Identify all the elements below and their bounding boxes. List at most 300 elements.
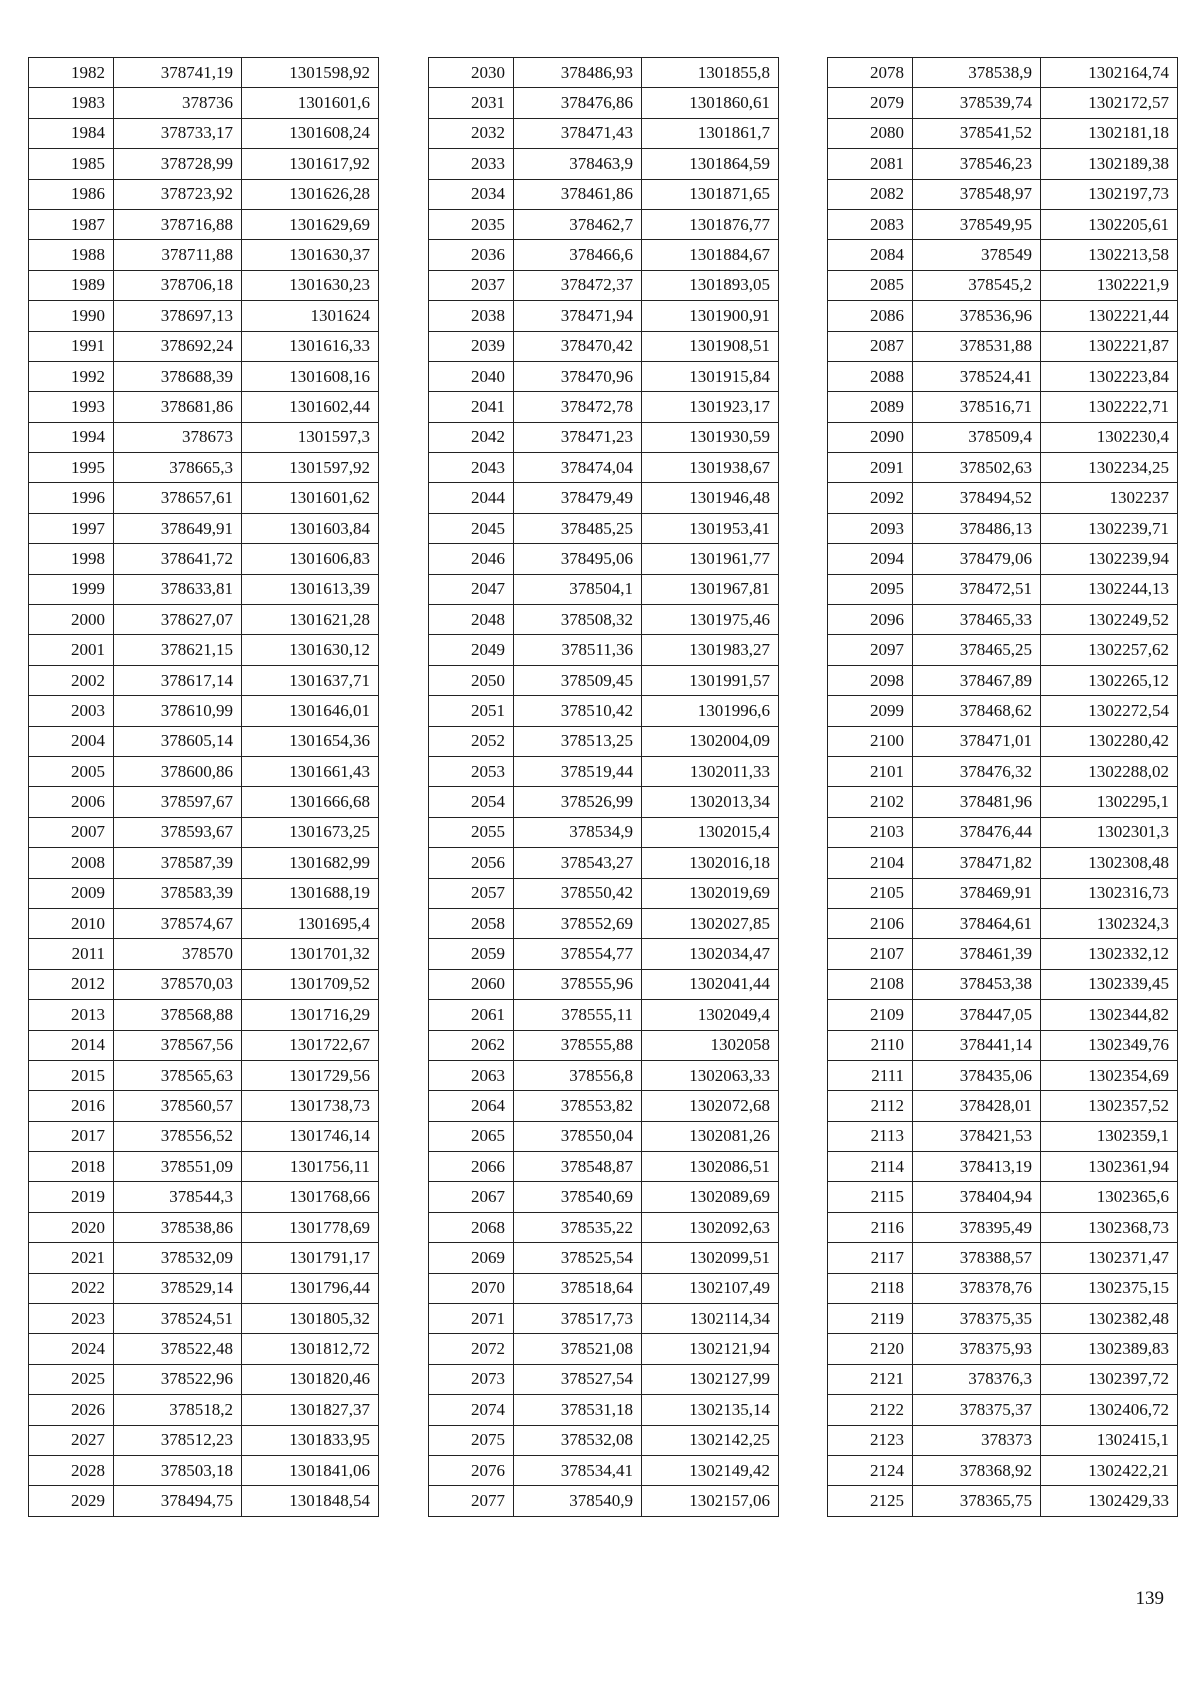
x-coordinate-cell: 378509,45	[514, 665, 642, 695]
point-number-cell: 2008	[29, 848, 114, 878]
y-coordinate-cell: 1302015,4	[642, 817, 779, 847]
x-coordinate-cell: 378388,57	[913, 1243, 1041, 1273]
table-row	[29, 392, 379, 422]
x-coordinate-cell: 378518,2	[114, 1395, 242, 1425]
table-row	[828, 574, 1178, 604]
y-coordinate-cell: 1302354,69	[1041, 1060, 1178, 1090]
table-row	[429, 301, 779, 331]
x-coordinate-cell: 378583,39	[114, 878, 242, 908]
table-row	[29, 605, 379, 635]
y-coordinate-cell: 1302332,12	[1041, 939, 1178, 969]
x-coordinate-cell: 378550,42	[514, 878, 642, 908]
x-coordinate-cell: 378532,09	[114, 1243, 242, 1273]
table-row	[828, 301, 1178, 331]
point-number-cell: 2041	[429, 392, 514, 422]
y-coordinate-cell: 1301673,25	[242, 817, 379, 847]
x-coordinate-cell: 378545,2	[913, 270, 1041, 300]
y-coordinate-cell: 1302365,6	[1041, 1182, 1178, 1212]
point-number-cell: 2003	[29, 696, 114, 726]
table-row	[29, 1212, 379, 1242]
point-number-cell: 2074	[429, 1395, 514, 1425]
y-coordinate-cell: 1302189,38	[1041, 149, 1178, 179]
point-number-cell: 2080	[828, 118, 913, 148]
point-number-cell: 2104	[828, 848, 913, 878]
y-coordinate-cell: 1301616,33	[242, 331, 379, 361]
table-row	[429, 544, 779, 574]
point-number-cell: 2081	[828, 149, 913, 179]
point-number-cell: 2125	[828, 1486, 913, 1516]
point-number-cell: 2036	[429, 240, 514, 270]
table-row	[828, 1212, 1178, 1242]
x-coordinate-cell: 378375,93	[913, 1334, 1041, 1364]
point-number-cell: 2067	[429, 1182, 514, 1212]
table-row	[29, 1364, 379, 1394]
table-row	[429, 1304, 779, 1334]
table-row	[29, 422, 379, 452]
table-row	[828, 756, 1178, 786]
table-row	[29, 574, 379, 604]
table-row	[828, 513, 1178, 543]
y-coordinate-cell: 1301746,14	[242, 1121, 379, 1151]
point-number-cell: 2011	[29, 939, 114, 969]
table-row	[29, 817, 379, 847]
point-number-cell: 2090	[828, 422, 913, 452]
x-coordinate-cell: 378673	[114, 422, 242, 452]
point-number-cell: 2105	[828, 878, 913, 908]
point-number-cell: 2085	[828, 270, 913, 300]
y-coordinate-cell: 1301709,52	[242, 969, 379, 999]
y-coordinate-cell: 1302157,06	[642, 1486, 779, 1516]
y-coordinate-cell: 1301756,11	[242, 1152, 379, 1182]
table-row	[429, 331, 779, 361]
table-row	[828, 544, 1178, 574]
table-row	[828, 696, 1178, 726]
table-row	[29, 1425, 379, 1455]
table-row	[429, 513, 779, 543]
x-coordinate-cell: 378503,18	[114, 1455, 242, 1485]
table-row	[828, 878, 1178, 908]
point-number-cell: 1993	[29, 392, 114, 422]
y-coordinate-cell: 1301961,77	[642, 544, 779, 574]
point-number-cell: 2112	[828, 1091, 913, 1121]
y-coordinate-cell: 1301796,44	[242, 1273, 379, 1303]
point-number-cell: 2021	[29, 1243, 114, 1273]
x-coordinate-cell: 378541,52	[913, 118, 1041, 148]
table-row	[29, 331, 379, 361]
table-row	[429, 605, 779, 635]
point-number-cell: 2044	[429, 483, 514, 513]
point-number-cell: 2001	[29, 635, 114, 665]
x-coordinate-cell: 378551,09	[114, 1152, 242, 1182]
table-row	[828, 1060, 1178, 1090]
point-number-cell: 2107	[828, 939, 913, 969]
x-coordinate-cell: 378627,07	[114, 605, 242, 635]
x-coordinate-cell: 378536,96	[913, 301, 1041, 331]
table-row	[29, 1060, 379, 1090]
x-coordinate-cell: 378472,51	[913, 574, 1041, 604]
point-number-cell: 2034	[429, 179, 514, 209]
table-row	[429, 392, 779, 422]
point-number-cell: 2012	[29, 969, 114, 999]
point-number-cell: 1988	[29, 240, 114, 270]
y-coordinate-cell: 1302308,48	[1041, 848, 1178, 878]
table-row	[429, 878, 779, 908]
y-coordinate-cell: 1301630,37	[242, 240, 379, 270]
point-number-cell: 2121	[828, 1364, 913, 1394]
x-coordinate-cell: 378476,32	[913, 756, 1041, 786]
y-coordinate-cell: 1302237	[1041, 483, 1178, 513]
table-row	[828, 605, 1178, 635]
y-coordinate-cell: 1301630,23	[242, 270, 379, 300]
table-row	[29, 544, 379, 574]
x-coordinate-cell: 378529,14	[114, 1273, 242, 1303]
y-coordinate-cell: 1301626,28	[242, 179, 379, 209]
point-number-cell: 2061	[429, 1000, 514, 1030]
point-number-cell: 2114	[828, 1152, 913, 1182]
y-coordinate-cell: 1302344,82	[1041, 1000, 1178, 1030]
y-coordinate-cell: 1302382,48	[1041, 1304, 1178, 1334]
table-row	[29, 1395, 379, 1425]
y-coordinate-cell: 1302172,57	[1041, 88, 1178, 118]
x-coordinate-cell: 378470,42	[514, 331, 642, 361]
point-number-cell: 2057	[429, 878, 514, 908]
table-row	[429, 787, 779, 817]
y-coordinate-cell: 1302063,33	[642, 1060, 779, 1090]
table-row	[429, 1273, 779, 1303]
point-number-cell: 2000	[29, 605, 114, 635]
x-coordinate-cell: 378479,49	[514, 483, 642, 513]
y-coordinate-cell: 1301729,56	[242, 1060, 379, 1090]
y-coordinate-cell: 1301624	[242, 301, 379, 331]
point-number-cell: 1983	[29, 88, 114, 118]
table-row	[429, 483, 779, 513]
x-coordinate-cell: 378461,39	[913, 939, 1041, 969]
point-number-cell: 2072	[429, 1334, 514, 1364]
x-coordinate-cell: 378531,88	[913, 331, 1041, 361]
y-coordinate-cell: 1301983,27	[642, 635, 779, 665]
x-coordinate-cell: 378447,05	[913, 1000, 1041, 1030]
point-number-cell: 2010	[29, 908, 114, 938]
point-number-cell: 2032	[429, 118, 514, 148]
x-coordinate-cell: 378472,78	[514, 392, 642, 422]
point-number-cell: 2065	[429, 1121, 514, 1151]
coordinates-table-1	[28, 57, 379, 1517]
y-coordinate-cell: 1302349,76	[1041, 1030, 1178, 1060]
x-coordinate-cell: 378518,64	[514, 1273, 642, 1303]
y-coordinate-cell: 1301871,65	[642, 179, 779, 209]
x-coordinate-cell: 378550,04	[514, 1121, 642, 1151]
y-coordinate-cell: 1302339,45	[1041, 969, 1178, 999]
page-number: 139	[1135, 1588, 1164, 1609]
x-coordinate-cell: 378519,44	[514, 756, 642, 786]
point-number-cell: 2089	[828, 392, 913, 422]
table-row	[29, 1304, 379, 1334]
table-row	[429, 665, 779, 695]
y-coordinate-cell: 1301630,12	[242, 635, 379, 665]
point-number-cell: 2051	[429, 696, 514, 726]
x-coordinate-cell: 378517,73	[514, 1304, 642, 1334]
table-row	[29, 878, 379, 908]
point-number-cell: 2056	[429, 848, 514, 878]
y-coordinate-cell: 1301923,17	[642, 392, 779, 422]
point-number-cell: 2070	[429, 1273, 514, 1303]
x-coordinate-cell: 378511,36	[514, 635, 642, 665]
table-row	[828, 453, 1178, 483]
x-coordinate-cell: 378733,17	[114, 118, 242, 148]
table-row	[29, 58, 379, 88]
y-coordinate-cell: 1302081,26	[642, 1121, 779, 1151]
table-row	[828, 1304, 1178, 1334]
y-coordinate-cell: 1301601,62	[242, 483, 379, 513]
coordinates-table-2	[428, 57, 779, 1517]
table-row	[429, 1060, 779, 1090]
y-coordinate-cell: 1301860,61	[642, 88, 779, 118]
x-coordinate-cell: 378657,61	[114, 483, 242, 513]
y-coordinate-cell: 1301722,67	[242, 1030, 379, 1060]
table-row	[429, 756, 779, 786]
y-coordinate-cell: 1302011,33	[642, 756, 779, 786]
y-coordinate-cell: 1302164,74	[1041, 58, 1178, 88]
x-coordinate-cell: 378476,44	[913, 817, 1041, 847]
table-row	[828, 1425, 1178, 1455]
x-coordinate-cell: 378472,37	[514, 270, 642, 300]
y-coordinate-cell: 1302316,73	[1041, 878, 1178, 908]
x-coordinate-cell: 378465,25	[913, 635, 1041, 665]
table-row	[429, 118, 779, 148]
y-coordinate-cell: 1301654,36	[242, 726, 379, 756]
table-row	[828, 270, 1178, 300]
x-coordinate-cell: 378723,92	[114, 179, 242, 209]
y-coordinate-cell: 1301688,19	[242, 878, 379, 908]
y-coordinate-cell: 1301701,32	[242, 939, 379, 969]
table-row	[29, 756, 379, 786]
point-number-cell: 2097	[828, 635, 913, 665]
y-coordinate-cell: 1301716,29	[242, 1000, 379, 1030]
y-coordinate-cell: 1301864,59	[642, 149, 779, 179]
y-coordinate-cell: 1302230,4	[1041, 422, 1178, 452]
x-coordinate-cell: 378641,72	[114, 544, 242, 574]
point-number-cell: 2113	[828, 1121, 913, 1151]
point-number-cell: 1997	[29, 513, 114, 543]
point-number-cell: 2069	[429, 1243, 514, 1273]
point-number-cell: 2077	[429, 1486, 514, 1516]
point-number-cell: 2005	[29, 756, 114, 786]
y-coordinate-cell: 1301597,3	[242, 422, 379, 452]
table-row	[828, 1395, 1178, 1425]
table-row	[429, 453, 779, 483]
table-row	[29, 1273, 379, 1303]
table-row	[828, 665, 1178, 695]
table-row	[828, 939, 1178, 969]
y-coordinate-cell: 1302049,4	[642, 1000, 779, 1030]
x-coordinate-cell: 378373	[913, 1425, 1041, 1455]
y-coordinate-cell: 1302249,52	[1041, 605, 1178, 635]
y-coordinate-cell: 1301827,37	[242, 1395, 379, 1425]
point-number-cell: 2098	[828, 665, 913, 695]
point-number-cell: 2060	[429, 969, 514, 999]
y-coordinate-cell: 1301908,51	[642, 331, 779, 361]
x-coordinate-cell: 378597,67	[114, 787, 242, 817]
point-number-cell: 2076	[429, 1455, 514, 1485]
y-coordinate-cell: 1301666,68	[242, 787, 379, 817]
y-coordinate-cell: 1302142,25	[642, 1425, 779, 1455]
point-number-cell: 2078	[828, 58, 913, 88]
x-coordinate-cell: 378453,38	[913, 969, 1041, 999]
y-coordinate-cell: 1302359,1	[1041, 1121, 1178, 1151]
y-coordinate-cell: 1301876,77	[642, 209, 779, 239]
point-number-cell: 2026	[29, 1395, 114, 1425]
table-row	[828, 209, 1178, 239]
point-number-cell: 2087	[828, 331, 913, 361]
y-coordinate-cell: 1301975,46	[642, 605, 779, 635]
x-coordinate-cell: 378486,93	[514, 58, 642, 88]
y-coordinate-cell: 1301637,71	[242, 665, 379, 695]
table-row	[29, 88, 379, 118]
point-number-cell: 2015	[29, 1060, 114, 1090]
x-coordinate-cell: 378534,41	[514, 1455, 642, 1485]
point-number-cell: 1982	[29, 58, 114, 88]
x-coordinate-cell: 378543,27	[514, 848, 642, 878]
x-coordinate-cell: 378375,35	[913, 1304, 1041, 1334]
y-coordinate-cell: 1301855,8	[642, 58, 779, 88]
point-number-cell: 1984	[29, 118, 114, 148]
point-number-cell: 2102	[828, 787, 913, 817]
y-coordinate-cell: 1301738,73	[242, 1091, 379, 1121]
table-row	[828, 1334, 1178, 1364]
x-coordinate-cell: 378540,9	[514, 1486, 642, 1516]
point-number-cell: 1990	[29, 301, 114, 331]
x-coordinate-cell: 378474,04	[514, 453, 642, 483]
x-coordinate-cell: 378504,1	[514, 574, 642, 604]
x-coordinate-cell: 378621,15	[114, 635, 242, 665]
table-row	[429, 270, 779, 300]
x-coordinate-cell: 378554,77	[514, 939, 642, 969]
point-number-cell: 2054	[429, 787, 514, 817]
x-coordinate-cell: 378463,9	[514, 149, 642, 179]
table-row	[429, 1121, 779, 1151]
x-coordinate-cell: 378508,32	[514, 605, 642, 635]
table-row	[29, 696, 379, 726]
table-row	[429, 969, 779, 999]
table-row	[828, 1273, 1178, 1303]
point-number-cell: 2096	[828, 605, 913, 635]
point-number-cell: 2027	[29, 1425, 114, 1455]
point-number-cell: 2033	[429, 149, 514, 179]
table-row	[828, 1182, 1178, 1212]
x-coordinate-cell: 378567,56	[114, 1030, 242, 1060]
y-coordinate-cell: 1301603,84	[242, 513, 379, 543]
point-number-cell: 2046	[429, 544, 514, 574]
point-number-cell: 2019	[29, 1182, 114, 1212]
y-coordinate-cell: 1301833,95	[242, 1425, 379, 1455]
x-coordinate-cell: 378556,52	[114, 1121, 242, 1151]
table-row	[429, 149, 779, 179]
point-number-cell: 1994	[29, 422, 114, 452]
table-row	[828, 118, 1178, 148]
table-row	[828, 58, 1178, 88]
point-number-cell: 2037	[429, 270, 514, 300]
y-coordinate-cell: 1301606,83	[242, 544, 379, 574]
table-row	[828, 726, 1178, 756]
y-coordinate-cell: 1301848,54	[242, 1486, 379, 1516]
x-coordinate-cell: 378471,23	[514, 422, 642, 452]
table-row	[429, 1486, 779, 1516]
x-coordinate-cell: 378467,89	[913, 665, 1041, 695]
point-number-cell: 2068	[429, 1212, 514, 1242]
table-row	[828, 1000, 1178, 1030]
x-coordinate-cell: 378378,76	[913, 1273, 1041, 1303]
y-coordinate-cell: 1301930,59	[642, 422, 779, 452]
y-coordinate-cell: 1301884,67	[642, 240, 779, 270]
point-number-cell: 2071	[429, 1304, 514, 1334]
y-coordinate-cell: 1302244,13	[1041, 574, 1178, 604]
x-coordinate-cell: 378464,61	[913, 908, 1041, 938]
point-number-cell: 2009	[29, 878, 114, 908]
table-row	[429, 939, 779, 969]
x-coordinate-cell: 378587,39	[114, 848, 242, 878]
x-coordinate-cell: 378553,82	[514, 1091, 642, 1121]
y-coordinate-cell: 1302280,42	[1041, 726, 1178, 756]
y-coordinate-cell: 1302034,47	[642, 939, 779, 969]
x-coordinate-cell: 378697,13	[114, 301, 242, 331]
table-row	[29, 149, 379, 179]
y-coordinate-cell: 1301953,41	[642, 513, 779, 543]
point-number-cell: 1992	[29, 361, 114, 391]
table-row	[429, 696, 779, 726]
x-coordinate-cell: 378521,08	[514, 1334, 642, 1364]
y-coordinate-cell: 1301646,01	[242, 696, 379, 726]
x-coordinate-cell: 378574,67	[114, 908, 242, 938]
y-coordinate-cell: 1302135,14	[642, 1395, 779, 1425]
table-row	[828, 848, 1178, 878]
y-coordinate-cell: 1301946,48	[642, 483, 779, 513]
point-number-cell: 2029	[29, 1486, 114, 1516]
y-coordinate-cell: 1301996,6	[642, 696, 779, 726]
y-coordinate-cell: 1301778,69	[242, 1212, 379, 1242]
x-coordinate-cell: 378548,87	[514, 1152, 642, 1182]
point-number-cell: 2109	[828, 1000, 913, 1030]
y-coordinate-cell: 1302301,3	[1041, 817, 1178, 847]
point-number-cell: 2092	[828, 483, 913, 513]
x-coordinate-cell: 378524,41	[913, 361, 1041, 391]
y-coordinate-cell: 1301661,43	[242, 756, 379, 786]
x-coordinate-cell: 378538,9	[913, 58, 1041, 88]
y-coordinate-cell: 1301768,66	[242, 1182, 379, 1212]
point-number-cell: 2122	[828, 1395, 913, 1425]
point-number-cell: 2118	[828, 1273, 913, 1303]
table-row	[429, 1334, 779, 1364]
table-row	[828, 635, 1178, 665]
y-coordinate-cell: 1302027,85	[642, 908, 779, 938]
y-coordinate-cell: 1302092,63	[642, 1212, 779, 1242]
point-number-cell: 2014	[29, 1030, 114, 1060]
y-coordinate-cell: 1301617,92	[242, 149, 379, 179]
point-number-cell: 2120	[828, 1334, 913, 1364]
y-coordinate-cell: 1301695,4	[242, 908, 379, 938]
coordinates-table-3	[827, 57, 1178, 1517]
point-number-cell: 2020	[29, 1212, 114, 1242]
point-number-cell: 2066	[429, 1152, 514, 1182]
x-coordinate-cell: 378546,23	[913, 149, 1041, 179]
table-row	[29, 726, 379, 756]
point-number-cell: 2028	[29, 1455, 114, 1485]
x-coordinate-cell: 378633,81	[114, 574, 242, 604]
point-number-cell: 2048	[429, 605, 514, 635]
y-coordinate-cell: 1302016,18	[642, 848, 779, 878]
x-coordinate-cell: 378471,82	[913, 848, 1041, 878]
y-coordinate-cell: 1302221,9	[1041, 270, 1178, 300]
x-coordinate-cell: 378552,69	[514, 908, 642, 938]
